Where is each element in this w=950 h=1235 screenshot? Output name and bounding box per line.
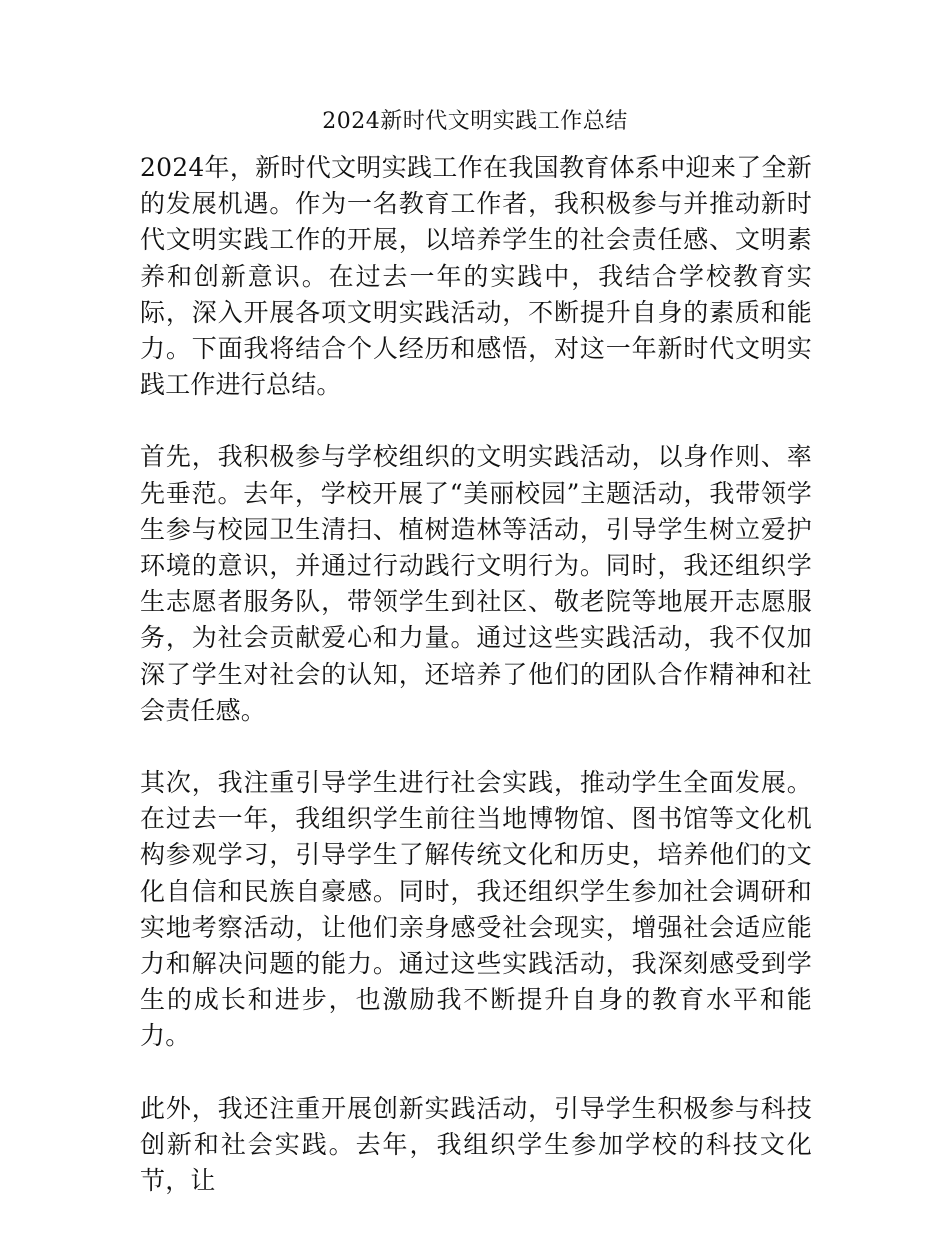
paragraph-first: 首先，我积极参与学校组织的文明实践活动，以身作则、率先垂范。去年，学校开展了“美丽校园”主题活动，我带领学生参与校园卫生清扫、植树造林等活动，引导学生树立爱护环境的意识，并通过行动践行文明行为。同时，我还组织学生志愿者服务队，带领学生到社区、敬老院等地展开志愿服务，为社会贡献爱心和力量。通过这些实践活动，我不仅加深了学生对社会的认知，还培养了他们的团队合作精神和社会责任感。 <box>140 442 812 725</box>
paragraph-second: 其次，我注重引导学生进行社会实践，推动学生全面发展。在过去一年，我组织学生前往当地博物馆、图书馆等文化机构参观学习，引导学生了解传统文化和历史，培养他们的文化自信和民族自豪感。同时，我还组织学生参加社会调研和实地考察活动，让他们亲身感受社会现实，增强社会适应能力和解决问题的能力。通过这些实践活动，我深刻感受到学生的成长和进步，也激励我不断提升自身的教育水平和能力。 <box>140 768 812 1051</box>
document-body <box>140 150 812 1235</box>
paragraph-third: 此外，我还注重开展创新实践活动，引导学生积极参与科技创新和社会实践。去年，我组织学生参加学校的科技文化节，让 <box>140 1093 812 1196</box>
paragraph-intro: 2024年，新时代文明实践工作在我国教育体系中迎来了全新的发展机遇。作为一名教育工作者，我积极参与并推动新时代文明实践工作的开展，以培养学生的社会责任感、文明素养和创新意识。在过去一年的实践中，我结合学校教育实际，深入开展各项文明实践活动，不断提升自身的素质和能力。下面我将结合个人经历和感悟，对这一年新时代文明实践工作进行总结。 <box>140 153 812 400</box>
document-title: 2024新时代文明实践工作总结 <box>322 109 628 134</box>
